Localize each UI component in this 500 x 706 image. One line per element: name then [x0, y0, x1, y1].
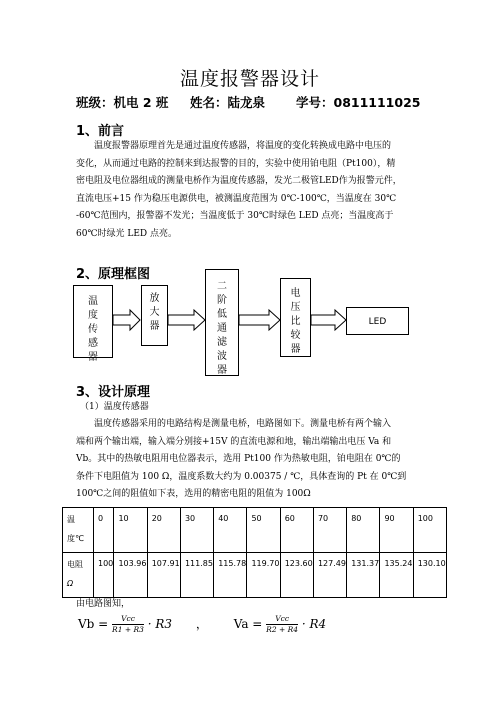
filter-label: 二 阶 低 通 滤 波 器	[217, 281, 227, 376]
table-cell: 127.49	[313, 553, 346, 598]
section-3-heading: 3、设计原理	[76, 385, 151, 400]
va-fraction	[266, 614, 298, 635]
comparator-label: 电 压 比 较 器	[290, 288, 301, 355]
table-cell: 90	[380, 508, 413, 553]
table-cell: 119.70	[247, 553, 280, 598]
table-cell: 30	[180, 508, 213, 553]
table-cell: 111.85	[180, 553, 213, 598]
va-lhs: Va =	[233, 617, 263, 631]
class-label: 班级：机电 2 班	[76, 95, 169, 110]
sensor-block	[73, 285, 113, 363]
formula-separator: ，	[195, 617, 208, 631]
paragraph-line: 密电阻及电位器组成的测量电桥作为温度传感器，发光二极管LED作为报警元件，	[76, 176, 402, 186]
arrow-icon	[239, 308, 281, 332]
table-cell: 131.37	[347, 553, 380, 598]
subsection-1-heading: （1）温度传感器	[80, 402, 149, 412]
table-header-cell: 温 度℃	[63, 508, 94, 553]
amplifier-block	[141, 285, 168, 346]
table-cell: 0	[94, 508, 114, 553]
table-cell: 80	[347, 508, 380, 553]
paragraph-line: 温度传感器采用的电路结构是测量电桥，电路图如下。测量电桥有两个输入	[94, 419, 392, 429]
paragraph-line: Vb。其中的热敏电阻用电位器表示，选用 Pt100 作为热敏电阻，铂电阻在 0℃的	[76, 454, 401, 464]
table-cell: 107.91	[147, 553, 180, 598]
section-1-heading: 1、前言	[76, 124, 125, 139]
vb-denominator: R1 + R3	[112, 625, 144, 634]
table-cell: 60	[280, 508, 313, 553]
vb-numerator: Vcc	[112, 614, 144, 625]
name-label: 姓名：陆龙泉	[190, 95, 266, 110]
vb-fraction	[112, 614, 144, 635]
table-cell: 100	[94, 553, 114, 598]
paragraph-line: -60℃范围内，报警器不发光；当温度低于 30℃时绿色 LED 点亮；当温度高于	[76, 211, 394, 221]
vb-rhs: · R3	[147, 617, 173, 631]
paragraph-line: 温度报警器原理首先是通过温度传感器，将温度的变化转换成电路中电压的	[94, 141, 392, 151]
section-3-text	[76, 416, 436, 504]
arrow-icon	[113, 308, 141, 332]
vb-lhs: Vb =	[78, 617, 109, 631]
paragraph-line: 60℃时绿光 LED 点亮。	[76, 228, 178, 239]
table-cell: 20	[147, 508, 180, 553]
arrow-icon	[168, 308, 206, 332]
table-cell: 70	[313, 508, 346, 553]
section-2-heading: 2、原理框图	[76, 267, 151, 282]
paragraph-line: 100℃之间的阻值如下表，选用的精密电阻的阻值为 100Ω	[76, 489, 311, 499]
comparator-block	[280, 278, 311, 357]
formula-line	[78, 614, 326, 635]
va-numerator: Vcc	[266, 614, 298, 625]
table-cell: 123.60	[280, 553, 313, 598]
section-1-text	[76, 138, 436, 243]
filter-block	[205, 269, 239, 376]
document-title: 温度报警器设计	[179, 68, 320, 90]
table-cell: 100	[413, 508, 446, 553]
led-label: LED	[368, 317, 387, 327]
table-cell: 115.78	[214, 553, 247, 598]
paragraph-line: 端和两个输出端，输入端分别接+15V 的直流电源和地，输出端输出电压 Va 和	[76, 436, 392, 447]
amplifier-label: 放 大 器	[149, 293, 160, 332]
sensor-label: 温 度 传 感 器	[88, 296, 98, 363]
paragraph-line: 条件下电阻值为 100 Ω，温度系数大约为 0.00375 / ℃，具体查询的 Pt 在 0℃到	[76, 471, 407, 482]
resistance-table	[62, 507, 447, 598]
paragraph-line: 变化，从而通过电路的控制来到达报警的目的，实验中使用铂电阻（Pt100），精	[76, 158, 396, 169]
student-id-label: 学号：0811111025	[296, 95, 421, 110]
table-cell: 103.96	[114, 553, 147, 598]
table-cell: 10	[114, 508, 147, 553]
table-row	[63, 508, 447, 553]
table-cell: 135.24	[380, 553, 413, 598]
paragraph-line: 直流电压+15 作为稳压电源供电，被测温度范围为 0℃-100℃，当温度在 30℃	[76, 193, 397, 204]
led-block	[346, 307, 409, 335]
table-cell: 50	[247, 508, 280, 553]
va-rhs: · R4	[301, 617, 327, 631]
arrow-icon	[311, 308, 347, 332]
va-denominator: R2 + R4	[266, 625, 299, 634]
table-row	[63, 553, 447, 598]
table-header-cell: 电阻 Ω	[63, 553, 94, 598]
after-table-text: 由电路图知，	[76, 599, 131, 609]
table-cell: 130.10	[413, 553, 446, 598]
table-cell: 40	[214, 508, 247, 553]
